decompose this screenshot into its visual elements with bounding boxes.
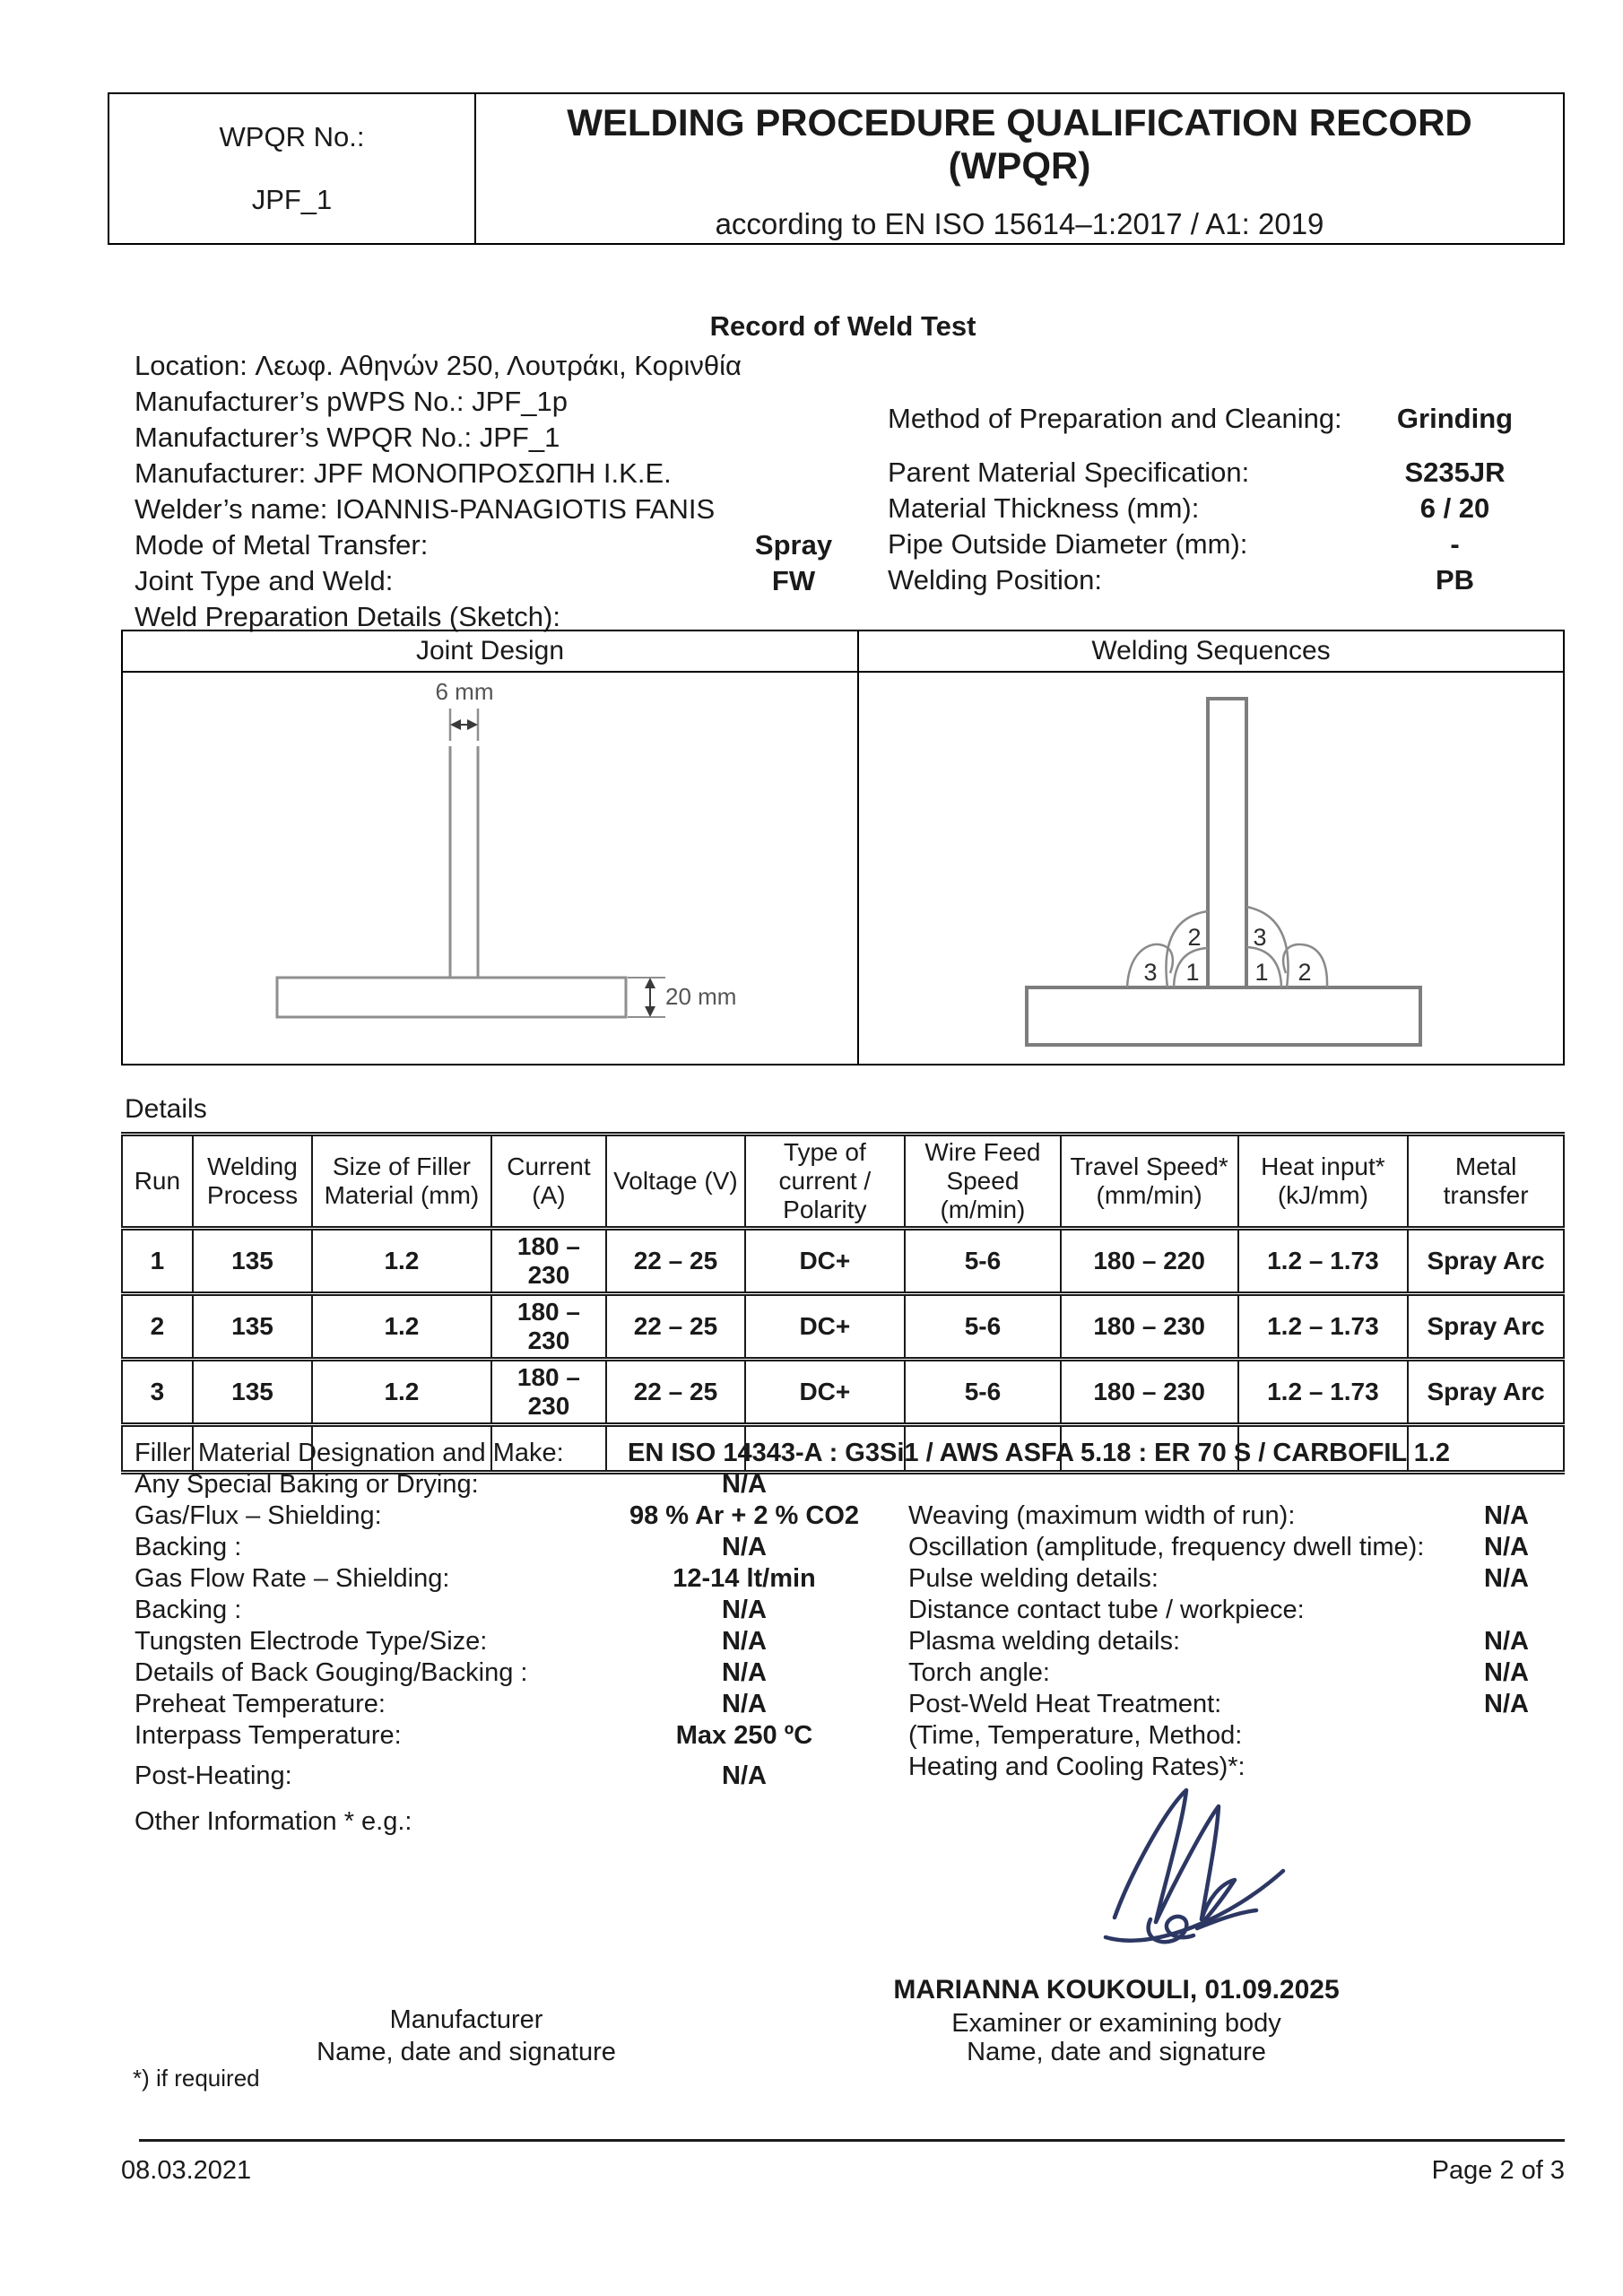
manufacturer-role: Manufacturer: [389, 2005, 543, 2034]
data-cell: 22 – 25: [606, 1293, 744, 1359]
info-line-pipe-diameter: Pipe Outside Diameter (mm): -: [888, 526, 1565, 562]
column-header-voltage: Voltage (V): [606, 1135, 744, 1229]
examiner-role: Examiner or examining body: [951, 2009, 1281, 2038]
dimension-20mm-label: 20 mm: [665, 983, 737, 1010]
data-cell: 1.2 – 1.73: [1238, 1293, 1409, 1359]
footer-page-number: Page 2 of 3: [1431, 2156, 1565, 2185]
info-line-welder-name: Welder’s name: IOANNIS-PANAGIOTIS FANIS: [135, 493, 716, 525]
welding-position-value: PB: [1435, 564, 1475, 596]
data-cell: 135: [193, 1293, 312, 1359]
data-cell: 1: [122, 1228, 193, 1293]
data-cell: 5-6: [905, 1293, 1061, 1359]
data-cell: 3: [122, 1359, 193, 1424]
info-line-weld-prep: Weld Preparation Details (Sketch):: [135, 601, 560, 632]
doc-title-line2: (WPQR): [948, 144, 1091, 187]
joint-type-value: FW: [771, 565, 816, 596]
preparation-value: Grinding: [1396, 403, 1514, 434]
section-heading: Record of Weld Test: [709, 310, 976, 342]
details-header-row: [122, 1135, 1564, 1229]
info-line-welding-position: Welding Position: PB: [888, 562, 1565, 598]
filler-row-baking: Any Special Baking or Drying: N/A: [135, 1470, 767, 1499]
data-cell: 135: [193, 1359, 312, 1424]
data-cell: 5-6: [905, 1359, 1061, 1424]
data-cell: Spray Arc: [1408, 1359, 1564, 1424]
data-cell: 180 – 230: [491, 1228, 607, 1293]
metal-transfer-value: Spray: [754, 529, 833, 561]
wpqr-no-label: WPQR No.:: [219, 121, 365, 152]
joint-design-title: Joint Design: [123, 631, 857, 673]
data-cell: DC+: [745, 1359, 905, 1424]
thickness-value: 6 / 20: [1419, 492, 1490, 524]
column-header-travel-speed: Travel Speed* (mm/min): [1061, 1135, 1238, 1229]
filler-row-designation: Filler Material Designation and Make: EN ISO 14343-A : G3Si1 / AWS ASFA 5.18 : ER 70 S / CARBOFIL 1.2: [135, 1439, 1451, 1467]
signature-image: [1098, 1783, 1291, 1962]
data-cell: 5-6: [905, 1228, 1061, 1293]
details-heading: Details: [125, 1094, 207, 1124]
details-table: [121, 1132, 1565, 1474]
filler-row-weaving: Weaving (maximum width of run): N/A: [908, 1501, 1529, 1530]
filler-row-preheat: Preheat Temperature: N/A: [135, 1690, 767, 1718]
manufacturer-caption: Name, date and signature: [317, 2038, 616, 2066]
filler-row-pwht-rates: Heating and Cooling Rates)*:: [908, 1752, 1245, 1781]
filler-row-plasma: Plasma welding details: N/A: [908, 1627, 1529, 1656]
info-line-wpqr-no: Manufacturer’s WPQR No.: JPF_1: [135, 422, 560, 453]
filler-row-back-gouging: Details of Back Gouging/Backing : N/A: [135, 1658, 767, 1687]
data-cell: 1.2 – 1.73: [1238, 1228, 1409, 1293]
info-line-pwps-no: Manufacturer’s pWPS No.: JPF_1p: [135, 386, 568, 417]
weld-pass-label-right-top: 3: [1253, 924, 1267, 951]
filler-row-backing-1: Backing : N/A: [135, 1533, 767, 1561]
filler-row-tungsten: Tungsten Electrode Type/Size: N/A: [135, 1627, 767, 1656]
details-row-2: [122, 1293, 1564, 1359]
weld-pass-label-left-top: 2: [1187, 924, 1202, 951]
filler-row-gas-shielding: Gas/Flux – Shielding: 98 % Ar + 2 % CO2: [135, 1501, 859, 1530]
data-cell: 1.2: [312, 1293, 490, 1359]
column-header-wire-feed: Wire Feed Speed (m/min): [905, 1135, 1061, 1229]
data-cell: 180 – 230: [1061, 1359, 1238, 1424]
weld-pass-label-left-inner: 1: [1185, 959, 1200, 986]
filler-row-contact-tube: Distance contact tube / workpiece:: [908, 1596, 1305, 1624]
welding-sequences-drawing: [859, 673, 1563, 1062]
column-header-heat-input: Heat input* (kJ/mm): [1238, 1135, 1409, 1229]
doc-subtitle: according to EN ISO 15614–1:2017 / A1: 2019: [715, 207, 1324, 240]
info-line-metal-transfer: Mode of Metal Transfer: Spray: [135, 527, 906, 563]
data-cell: 135: [193, 1228, 312, 1293]
data-cell: 1.2: [312, 1228, 490, 1293]
wpqr-number-cell: [109, 94, 476, 243]
column-header-process: Welding Process: [193, 1135, 312, 1229]
column-header-filler-size: Size of Filler Material (mm): [312, 1135, 490, 1229]
column-header-run: Run: [122, 1135, 193, 1229]
data-cell: 1.2: [312, 1359, 490, 1424]
filler-row-other-info: Other Information * e.g.:: [135, 1807, 412, 1836]
joint-design-panel: [123, 631, 859, 1064]
weld-pass-label-left-outer: 3: [1143, 959, 1158, 986]
info-line-location: Location: Λεωφ. Αθηνών 250, Λουτράκι, Κορινθία: [135, 350, 742, 381]
filler-row-pulse: Pulse welding details: N/A: [908, 1564, 1529, 1593]
header-table: [108, 92, 1565, 245]
data-cell: Spray Arc: [1408, 1293, 1564, 1359]
column-header-metal-transfer: Metal transfer: [1408, 1135, 1564, 1229]
filler-row-torch-angle: Torch angle: N/A: [908, 1658, 1529, 1687]
examiner-name-date: MARIANNA KOUKOULI, 01.09.2025: [893, 1975, 1340, 2005]
data-cell: 180 – 230: [491, 1359, 607, 1424]
weld-pass-label-right-inner: 1: [1254, 959, 1269, 986]
title-cell: [476, 94, 1563, 243]
data-cell: 1.2 – 1.73: [1238, 1359, 1409, 1424]
filler-row-pwht-time: (Time, Temperature, Method:: [908, 1721, 1243, 1750]
filler-designation-value: EN ISO 14343-A : G3Si1 / AWS ASFA 5.18 : ER 70 S / CARBOFIL 1.2: [628, 1439, 1451, 1467]
info-line-thickness: Material Thickness (mm): 6 / 20: [888, 491, 1565, 526]
details-row-3: [122, 1359, 1564, 1424]
parent-material-value: S235JR: [1404, 457, 1506, 488]
footer-rule: [139, 2139, 1565, 2142]
filler-row-interpass: Interpass Temperature: Max 250 ºC: [135, 1721, 813, 1750]
data-cell: DC+: [745, 1293, 905, 1359]
doc-title: [567, 101, 1472, 187]
filler-row-oscillation: Oscillation (amplitude, frequency dwell time): N/A: [908, 1533, 1529, 1561]
filler-row-gas-flow: Gas Flow Rate – Shielding: 12-14 lt/min: [135, 1564, 816, 1593]
column-header-polarity: Type of current / Polarity: [745, 1135, 905, 1229]
column-header-current: Current (A): [491, 1135, 607, 1229]
info-line-parent-material: Parent Material Specification: S235JR: [888, 455, 1565, 491]
info-line-preparation: Method of Preparation and Cleaning: Grinding: [888, 401, 1565, 437]
doc-title-line1: WELDING PROCEDURE QUALIFICATION RECORD: [567, 101, 1472, 144]
welding-sequences-panel: [859, 631, 1563, 1064]
filler-block-right: [908, 1500, 1565, 1783]
footer-date: 08.03.2021: [121, 2156, 252, 2185]
data-cell: Spray Arc: [1408, 1228, 1564, 1293]
welding-sequences-title: Welding Sequences: [859, 631, 1563, 673]
joint-design-drawing: [123, 673, 857, 1062]
data-cell: 22 – 25: [606, 1228, 744, 1293]
wpqr-no-value: JPF_1: [251, 184, 333, 215]
diagram-box: [121, 630, 1565, 1065]
data-cell: 180 – 230: [1061, 1293, 1238, 1359]
info-line-manufacturer: Manufacturer: JPF ΜΟΝΟΠΡΟΣΩΠΗ Ι.Κ.Ε.: [135, 457, 672, 489]
examiner-caption: Name, date and signature: [967, 2038, 1266, 2066]
data-cell: 2: [122, 1293, 193, 1359]
weld-test-info-left: [135, 348, 906, 635]
data-cell: 180 – 230: [491, 1293, 607, 1359]
weld-pass-label-right-outer: 2: [1298, 959, 1312, 986]
details-row-1: [122, 1228, 1564, 1293]
filler-row-post-heating: Post-Heating: N/A: [135, 1761, 767, 1790]
pipe-diameter-value: -: [1450, 528, 1460, 560]
data-cell: 180 – 220: [1061, 1228, 1238, 1293]
info-line-joint-type: Joint Type and Weld: FW: [135, 563, 906, 599]
data-cell: DC+: [745, 1228, 905, 1293]
weld-test-info-right: [888, 401, 1565, 598]
footnote-if-required: *) if required: [133, 2065, 260, 2092]
filler-row-pwht: Post-Weld Heat Treatment: N/A: [908, 1690, 1529, 1718]
filler-row-backing-2: Backing : N/A: [135, 1596, 767, 1624]
dimension-6mm-label: 6 mm: [435, 678, 494, 705]
data-cell: 22 – 25: [606, 1359, 744, 1424]
